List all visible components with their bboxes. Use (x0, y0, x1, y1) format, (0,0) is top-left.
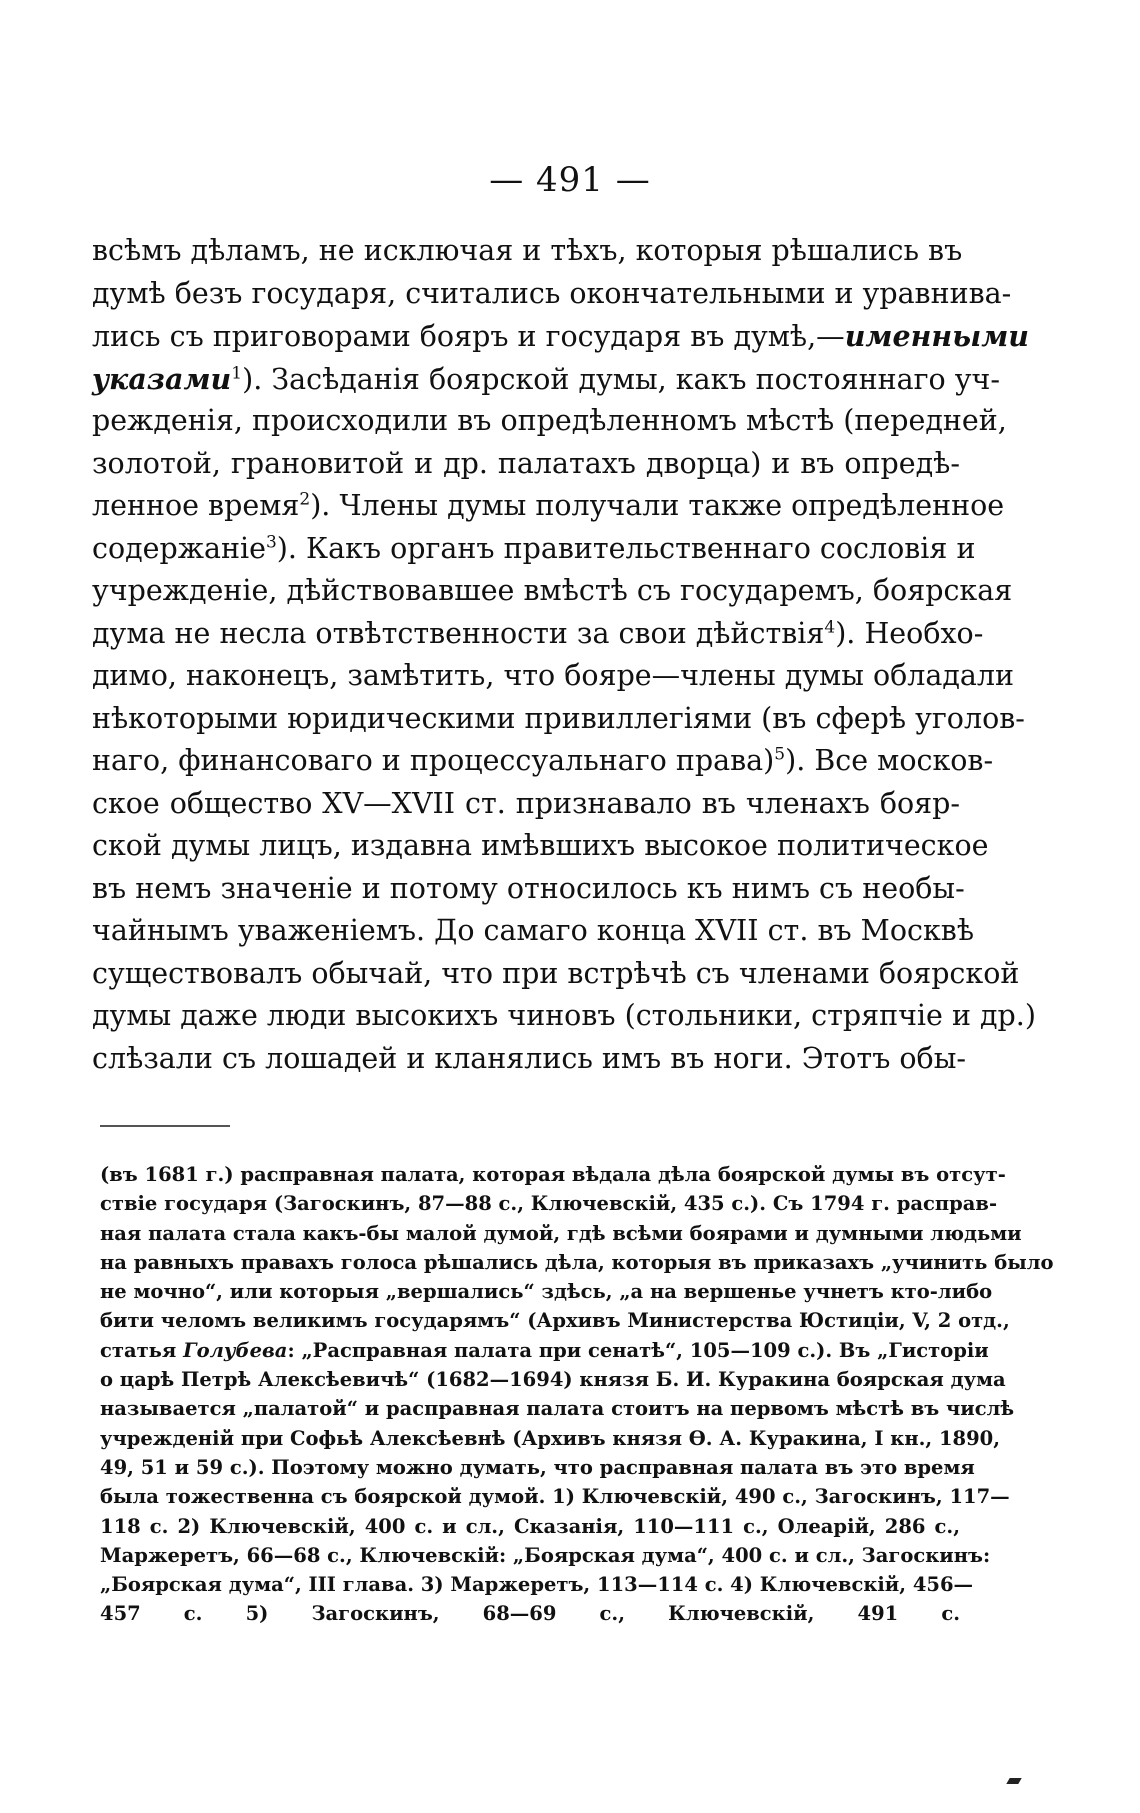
page-number: — 491 — (489, 160, 651, 200)
footnote-line: называется „палатой“ и расправная палата стоитъ на первомъ мѣстѣ въ числѣ (100, 1397, 1015, 1421)
footnotes-block (100, 1160, 1054, 1658)
text-segment: Необхо- (864, 616, 984, 650)
footnote-ref: 4 (824, 617, 836, 637)
footnote-line: Маржеретъ, 66—68 с., Ключевскій: „Боярская дума“, 400 с. и сл., Загоскинъ: (100, 1543, 991, 1567)
text-segment: Засѣданія боярской думы, какъ постояннаго уч- (271, 362, 1000, 396)
italic-phrase: указами (92, 361, 232, 396)
text-segment: ). (242, 362, 272, 396)
text-line: учрежденіе, дѣйствовавшее вмѣстѣ съ государемъ, боярская (92, 574, 1013, 607)
text-segment: ленное время (92, 489, 300, 522)
footnote-line: 457 с. 5) Загоскинъ, 68—69 с., Ключевскій, 491 с. (100, 1602, 960, 1626)
footnote-line: (въ 1681 г.) расправная палата, которая вѣдала дѣла боярской думы въ отсут- (100, 1163, 1006, 1186)
footnote-line: была тожественна съ боярской думой. 1) Ключевскій, 490 с., Загоскинъ, 117— (100, 1485, 1010, 1509)
footnote-line: на равныхъ правахъ голоса рѣшались дѣла, которыя въ приказахъ „учинить было (100, 1250, 1054, 1274)
footnote-line: не мочно“, или которыя „вершались“ здѣсь, „а на вершенье учнетъ кто-либо (100, 1280, 993, 1304)
footnote-line: „Боярская дума“, III глава. 3) Маржеретъ, 113—114 с. 4) Ключевскій, 456— (100, 1573, 974, 1597)
text-segment: ). (310, 489, 340, 522)
main-body-text (92, 230, 1036, 1080)
footnote-line: 49, 51 и 59 с.). Поэтому можно думать, что расправная палата въ это время (100, 1455, 975, 1479)
footnote-ref: 3 (265, 532, 277, 552)
footnote-ref: 1 (231, 363, 243, 383)
footnote-line: ная палата стала какъ-бы малой думой, гдѣ всѣми боярами и думными людьми (100, 1221, 1022, 1245)
text-line: золотой, грановитой и др. палатахъ дворца) и въ опредѣ- (92, 446, 960, 480)
text-line: въ немъ значеніе и потому относилось къ нимъ съ необы- (92, 871, 965, 905)
text-line: нѣкоторыми юридическими привиллегіями (въ сферѣ уголов- (92, 701, 1025, 735)
text-segment: ). (276, 531, 307, 565)
text-segment: статья (100, 1338, 184, 1362)
text-segment: Все москов- (814, 744, 994, 777)
footnote-line: о царѣ Петрѣ Алексѣевичѣ“ (1682—1694) князя Б. И. Куракина боярская дума (100, 1368, 1006, 1392)
text-line (92, 528, 976, 571)
text-line (92, 740, 994, 783)
text-segment: дума не несла отвѣтственности за свои дѣйствія (92, 616, 825, 650)
footnote-ref: 2 (299, 489, 311, 510)
text-line: думы даже люди высокихъ чиновъ (стольники, стряпчіе и др.) (92, 999, 1036, 1032)
text-segment: содержаніе (92, 531, 266, 565)
text-line: ской думы лицъ, издавна имѣвшихъ высокое политическое (92, 829, 989, 862)
text-line: ское общество XV—XVII ст. признавало въ членахъ бояр- (92, 786, 960, 820)
text-line (92, 315, 1030, 358)
text-line: димо, наконецъ, замѣтить, что бояре—члены думы обладали (92, 659, 1015, 692)
footnote-divider (100, 1125, 230, 1127)
text-segment: ). (785, 744, 815, 777)
footnote-line (100, 1336, 989, 1365)
italic-phrase: именными (844, 319, 1030, 353)
text-segment: лись съ приговорами бояръ и государя въ думѣ,— (92, 320, 845, 353)
text-segment: : „Расправная палата при сенатѣ“, 105—109 с.). Въ „Гисторіи (287, 1338, 989, 1362)
footnote-line: 118 с. 2) Ключевскій, 400 с. и сл., Сказанія, 110—111 с., Олеарій, 286 с., (100, 1514, 960, 1538)
text-line (92, 358, 1000, 401)
footnote-ref: 5 (774, 744, 786, 765)
text-line: слѣзали съ лошадей и кланялись имъ въ ноги. Этотъ обы- (92, 1041, 967, 1075)
text-line: существовалъ обычай, что при встрѣчѣ съ членами боярской (92, 956, 1020, 990)
text-segment: ). (835, 616, 865, 650)
text-line: думѣ безъ государя, считались окончательными и уравнива- (92, 276, 1012, 310)
footnote-line: учрежденій при Софьѣ Алексѣевнѣ (Архивъ князя Ѳ. А. Куракина, I кн., 1890, (100, 1426, 1001, 1450)
text-segment: наго, финансоваго и процессуальнаго права) (92, 744, 775, 777)
ink-mark (1006, 1778, 1021, 1784)
text-line (92, 613, 984, 656)
italic-author-name: Голубева (183, 1338, 288, 1362)
text-segment: Члены думы получали также опредѣленное (339, 489, 1005, 522)
text-segment: Какъ органъ правительственнаго сословія и (306, 531, 976, 565)
text-line: чайнымъ уваженіемъ. До самаго конца XVII ст. въ Москвѣ (92, 914, 975, 947)
text-line: всѣмъ дѣламъ, не исключая и тѣхъ, которыя рѣшались въ (92, 234, 963, 267)
footnote-line: бити челомъ великимъ государямъ“ (Архивъ Министерства Юстиціи, V, 2 отд., (100, 1309, 1010, 1333)
text-line: режденія, происходили въ опредѣленномъ мѣстѣ (передней, (92, 404, 1007, 437)
text-line (92, 485, 1005, 528)
footnote-line (100, 1629, 960, 1658)
footnote-line: ствіе государя (Загоскинъ, 87—88 с., Ключевскій, 435 с.). Съ 1794 г. расправ- (100, 1192, 998, 1216)
